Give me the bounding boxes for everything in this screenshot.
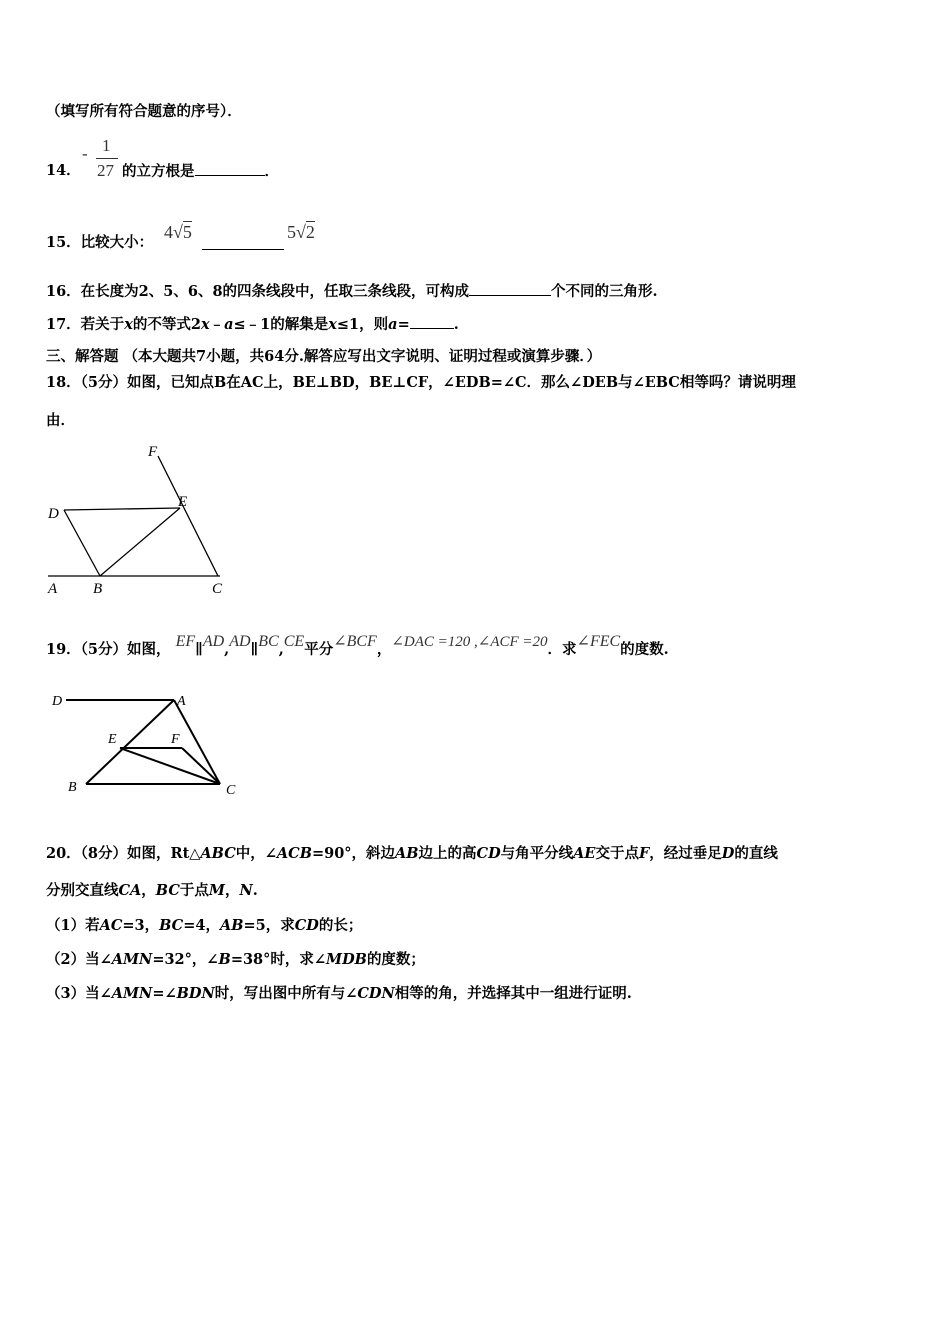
q14-minus: - [82,144,88,163]
q20-part: =∠ [152,985,177,1002]
q14-fraction-bar [96,158,118,159]
q14-question: 的立方根是 [122,163,195,180]
q19-angles: ∠DAC =120 ,∠ACF =20 [391,634,548,650]
q16-text-a: 16．在长度为2、5、6、8的四条线段中，任取三条线段，可构成 [46,283,470,300]
q17-var: x [200,316,210,333]
q20-part: ，经过垂足 [649,845,722,862]
q20-line1 [46,844,778,864]
q19-figure [44,686,244,802]
q14-end: ． [264,163,279,180]
q20-part: 于点 [179,882,209,899]
q17-part: 17．若关于 [46,316,125,333]
q17-part: . [453,316,459,333]
q14-text [122,161,279,182]
q20-part: =90°，斜边 [311,845,396,862]
q20-var: MDB [326,951,367,968]
q19-fec: ∠FEC [576,633,621,650]
q20-var: BC [159,917,184,934]
q20-part: （3）当∠ [46,985,112,1002]
q19-label-D: D [52,694,63,709]
q17-var: x [328,316,337,333]
q19-comma: , [278,641,284,658]
q19-prefix: 19．（5分）如图， [46,641,171,658]
q20-sub1 [46,916,362,936]
q20-var: AE [573,845,596,862]
q19-line-FC [182,748,220,784]
q20-var: AMN [111,951,153,968]
q14-answer-blank[interactable] [195,161,265,176]
parallel-icon: ∥ [250,641,259,658]
q15 [46,233,153,253]
q17-var: a [224,316,234,333]
q19-ask: ．求 [547,641,577,658]
q20-part: ， [224,882,240,899]
q17-part: ﹣ [209,316,225,333]
parallel-icon: ∥ [195,641,203,658]
q19-ef: EF [175,633,196,650]
q20-part: 交于点 [595,845,639,862]
q20-part: 的度数； [366,951,425,968]
q20-var: CA [118,882,142,899]
q20-var: F [638,845,650,862]
q19-bisect: 平分 [304,641,334,658]
q20-part: 的直线 [734,845,778,862]
q19-label-A: A [177,694,186,709]
q17-part: ≤﹣1的解集是 [233,316,329,333]
q20-var: B [218,951,231,968]
q20-var: AB [395,845,419,862]
q16-text-b: 个不同的三角形. [551,283,658,300]
q16 [46,281,658,302]
q20-var: BDN [176,985,215,1002]
q17-part: ≤1，则 [336,316,389,333]
q20-part: （1）若 [46,917,100,934]
q15-right-radicand: 2 [305,222,315,242]
q20-part: 中，∠ [235,845,277,862]
q18-label-C: C [212,581,223,597]
q18-label-B: B [93,581,103,597]
q20-var: M [208,882,225,899]
q20-part: 相等的角，并选择其中一组进行证明. [394,985,632,1002]
q18-line-DE [64,508,180,510]
q20-var: N [239,882,253,899]
q14 [46,161,81,181]
q15-right-coef: 5 [287,222,296,242]
q20-part: =5，求 [243,917,295,934]
q20-part: 边上的高 [418,845,477,862]
q18-line1: 18．（5分）如图，已知点B在AC上，BE⊥BD，BE⊥CF，∠EDB=∠C．那么∠DEB与∠EBC相等吗？请说明理 [46,374,796,391]
q17-part: = [397,316,410,333]
q20-var: BC [155,882,180,899]
q17-var: a [388,316,398,333]
q19-comma: ， [376,641,392,658]
q19-bc: BC [258,633,279,650]
q20-part: 与角平分线 [500,845,574,862]
q14-denominator: 27 [97,161,114,180]
q20-part: =38°时，求∠ [230,951,327,968]
q19 [46,633,669,660]
q18-line-BE [100,508,180,576]
q19-label-F: F [171,732,180,747]
q14-numerator: 1 [102,136,111,155]
q20-part: 时，写出图中所有与∠ [214,985,358,1002]
q19-tail: 的度数. [620,641,669,658]
q15-blank[interactable] [202,233,284,250]
q20-part: =32°，∠ [152,951,219,968]
section-heading: 三、解答题 （本大题共7小题，共64分.解答应写出文字说明、证明过程或演算步骤．） [46,348,602,365]
q20-var: ABC [200,845,236,862]
q20-part: . [252,882,258,899]
q20-var: D [721,845,735,862]
q19-line-AB [86,700,174,784]
q20-var: AB [219,917,244,934]
q15-left-coef: 4 [164,222,173,242]
q20-part: 的长； [318,917,363,934]
q15-label: 15．比较大小： [46,234,154,251]
q19-ce: CE [283,633,305,650]
q17-answer-blank[interactable] [410,314,454,329]
q14-number: 14． [46,162,81,179]
q18-label-D: D [48,506,59,522]
q20-part: 20．（8分）如图，Rt△ [46,845,201,862]
q20-line2 [46,881,258,901]
q20-part: 分别交直线 [46,882,119,899]
q13-tail: （填写所有符合题意的序号）． [46,103,242,120]
q18-line-DB [64,510,100,576]
q17 [46,314,459,335]
q20-sub2 [46,950,425,970]
q19-bcf: ∠BCF [333,633,377,650]
q20-sub3 [46,984,632,1004]
q18-line2: 由． [46,412,75,429]
q20-part: =3， [122,917,160,934]
q15-right-expr [287,222,315,243]
q19-label-B: B [68,780,77,795]
q18-label-E: E [178,494,188,510]
q20-var: AMN [111,985,153,1002]
q15-left-radicand: 5 [182,222,192,242]
q17-part: 的不等式2 [132,316,201,333]
sqrt-symbol-icon: √ [173,222,183,242]
q18-figure [40,436,240,602]
q19-line-AC [174,700,220,784]
q15-left-expr [164,222,192,243]
q17-var: x [124,316,133,333]
q20-part: ， [141,882,156,899]
q19-ad: AD [202,633,225,650]
q19-label-E: E [108,732,117,747]
q20-var: CDN [357,985,395,1002]
q18-line-FC [158,456,218,576]
q19-comma: , [224,641,230,658]
q20-var: CD [476,845,501,862]
q20-part: =4， [183,917,220,934]
q20-var: CD [294,917,319,934]
q18-label-F: F [148,444,158,460]
q20-part: （2）当∠ [46,951,112,968]
q19-ad2: AD [229,633,251,650]
q18-label-A: A [48,581,58,597]
q20-var: ACB [276,845,312,862]
q19-label-C: C [226,783,236,798]
q19-line-EC [120,748,220,784]
q20-var: AC [99,917,123,934]
q16-answer-blank[interactable] [469,281,551,296]
q14-fraction [82,136,122,184]
sqrt-symbol-icon: √ [296,222,306,242]
